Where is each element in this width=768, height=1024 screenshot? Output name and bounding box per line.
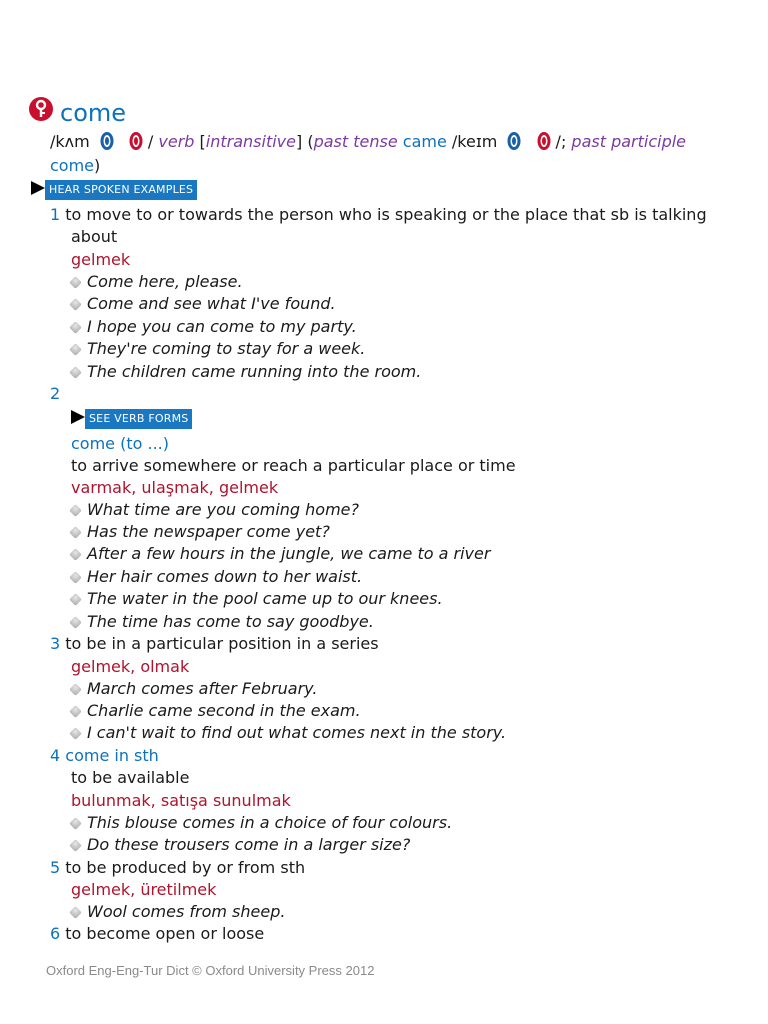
sense-number: 5 bbox=[50, 858, 61, 877]
example: The children came running into the room. bbox=[71, 361, 421, 383]
example: They're coming to stay for a week. bbox=[71, 338, 365, 360]
sense-number: 3 bbox=[50, 634, 61, 653]
bullet-icon bbox=[69, 839, 82, 852]
example: I can't wait to find out what comes next in the story. bbox=[71, 722, 506, 744]
see-verb-forms-button[interactable]: SEE VERB FORMS bbox=[85, 409, 192, 429]
sense-6-def bbox=[50, 923, 264, 945]
example: Come and see what I've found. bbox=[71, 293, 336, 315]
example: I hope you can come to my party. bbox=[71, 316, 357, 338]
bullet-icon bbox=[69, 571, 82, 584]
transitivity: intransitive bbox=[205, 132, 296, 151]
example: Wool comes from sheep. bbox=[71, 901, 285, 923]
bullet-icon bbox=[69, 526, 82, 539]
definition: to arrive somewhere or reach a particular place or time bbox=[71, 456, 516, 475]
verb-forms-row bbox=[71, 407, 192, 427]
past-participle-form: come bbox=[50, 156, 95, 175]
headword: come bbox=[60, 99, 127, 127]
hear-examples-row bbox=[31, 178, 197, 198]
past-participle-label: past participle bbox=[571, 132, 687, 151]
example: March comes after February. bbox=[71, 678, 317, 700]
bullet-icon bbox=[69, 366, 82, 379]
pronunciation-line bbox=[50, 131, 686, 153]
example: Come here, please. bbox=[71, 271, 243, 293]
ipa-slash: / bbox=[147, 132, 154, 151]
part-of-speech: verb bbox=[158, 132, 195, 151]
sense-number: 1 bbox=[50, 205, 61, 224]
sense-number: 4 bbox=[50, 746, 61, 765]
bullet-icon bbox=[69, 504, 82, 517]
definition: to be produced by or from sth bbox=[65, 858, 306, 877]
bullet-icon bbox=[69, 616, 82, 629]
bullet-icon bbox=[69, 593, 82, 606]
pronunciation-line-2 bbox=[50, 155, 100, 177]
definition: to be in a particular position in a series bbox=[65, 634, 379, 653]
oxford-key-icon bbox=[28, 96, 54, 122]
bullet-icon bbox=[69, 683, 82, 696]
paren: ) bbox=[94, 156, 101, 175]
uk-speaker-icon[interactable] bbox=[97, 131, 117, 151]
bracket: ] bbox=[295, 132, 303, 151]
past-tense-ipa: /keɪm bbox=[451, 132, 498, 151]
bullet-icon bbox=[69, 705, 82, 718]
sense-number: 2 bbox=[50, 384, 61, 403]
translation: gelmek bbox=[71, 250, 131, 269]
ipa-text: /kʌm bbox=[50, 132, 90, 151]
example: This blouse comes in a choice of four colours. bbox=[71, 812, 452, 834]
uk-speaker-icon[interactable] bbox=[504, 131, 524, 151]
bullet-icon bbox=[69, 343, 82, 356]
sense-4-header bbox=[50, 745, 159, 767]
footer-copyright: Oxford Eng-Eng-Tur Dict © Oxford University Press 2012 bbox=[46, 963, 375, 978]
definition: to move to or towards the person who is speaking or the place that sb is talking bbox=[65, 205, 707, 224]
bullet-icon bbox=[69, 298, 82, 311]
translation: bulunmak, satışa sunulmak bbox=[71, 791, 291, 810]
bracket: [ bbox=[199, 132, 206, 151]
example: Do these trousers come in a larger size? bbox=[71, 834, 410, 856]
translation: gelmek, olmak bbox=[71, 657, 190, 676]
play-icon[interactable] bbox=[71, 410, 85, 424]
translation: gelmek, üretilmek bbox=[71, 880, 217, 899]
definition: to become open or loose bbox=[65, 924, 265, 943]
us-speaker-icon[interactable] bbox=[534, 131, 554, 151]
bullet-icon bbox=[69, 548, 82, 561]
example: After a few hours in the jungle, we came to a river bbox=[71, 543, 490, 565]
example: The time has come to say goodbye. bbox=[71, 611, 374, 633]
bullet-icon bbox=[69, 906, 82, 919]
sense-5-def bbox=[50, 857, 305, 879]
past-tense-form: came bbox=[402, 132, 447, 151]
example: The water in the pool came up to our knees. bbox=[71, 588, 443, 610]
sense-3-def bbox=[50, 633, 379, 655]
verb-pattern: come in sth bbox=[65, 746, 159, 765]
bullet-icon bbox=[69, 817, 82, 830]
example: Charlie came second in the exam. bbox=[71, 700, 361, 722]
example: What time are you coming home? bbox=[71, 499, 359, 521]
bullet-icon bbox=[69, 727, 82, 740]
play-icon[interactable] bbox=[31, 181, 45, 195]
us-speaker-icon[interactable] bbox=[126, 131, 146, 151]
paren: ( bbox=[307, 132, 314, 151]
sense-1-def bbox=[50, 204, 707, 226]
translation: varmak, ulaşmak, gelmek bbox=[71, 478, 279, 497]
example: Her hair comes down to her waist. bbox=[71, 566, 362, 588]
bullet-icon bbox=[69, 276, 82, 289]
example: Has the newspaper come yet? bbox=[71, 521, 330, 543]
separator: /; bbox=[555, 132, 567, 151]
verb-pattern: come (to ...) bbox=[71, 434, 169, 453]
sense-number: 6 bbox=[50, 924, 61, 943]
past-tense-label: past tense bbox=[313, 132, 398, 151]
bullet-icon bbox=[69, 321, 82, 334]
sense-1-def-cont: about bbox=[71, 227, 118, 246]
definition: to be available bbox=[71, 768, 190, 787]
hear-spoken-examples-button[interactable]: HEAR SPOKEN EXAMPLES bbox=[45, 180, 197, 200]
